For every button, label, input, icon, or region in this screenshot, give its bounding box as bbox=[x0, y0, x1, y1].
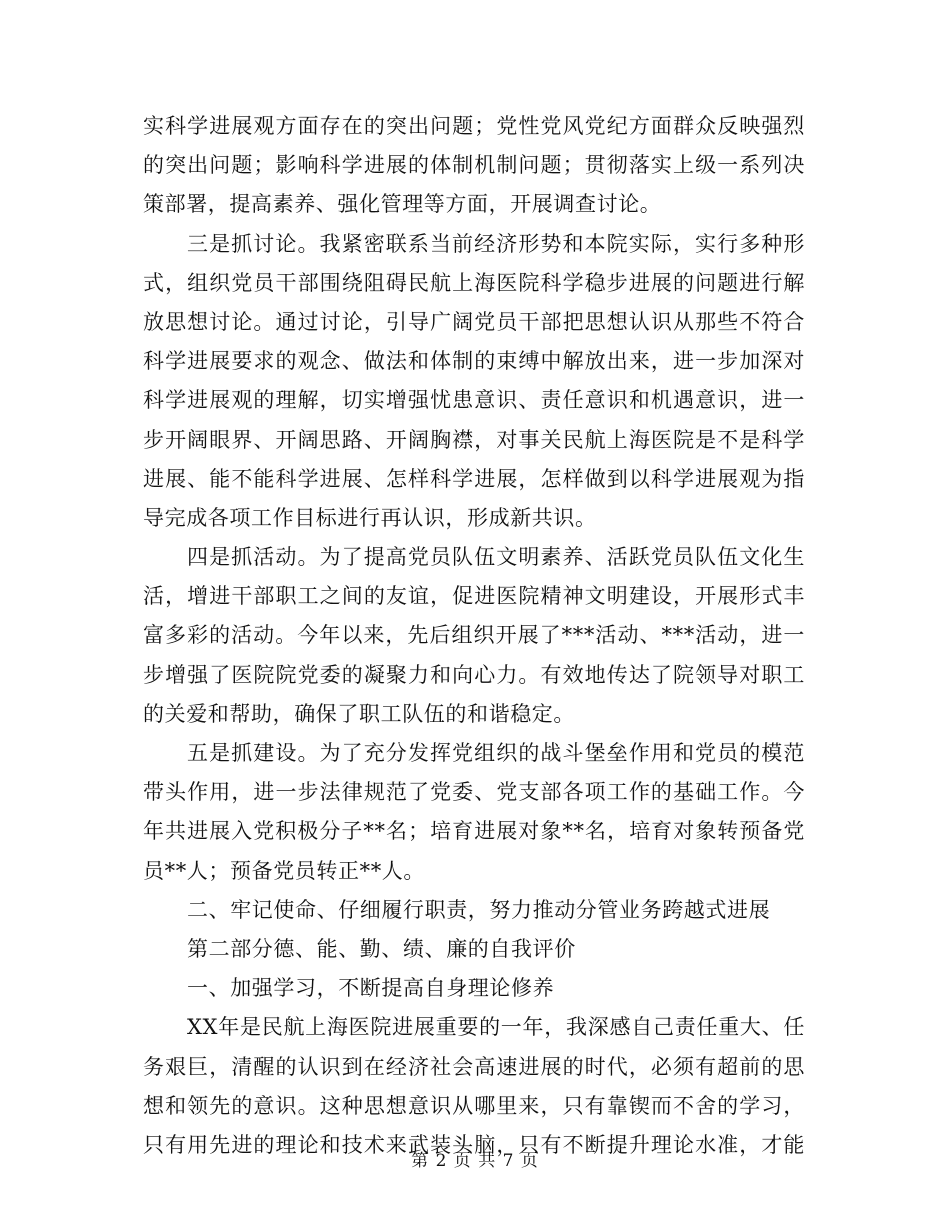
text-line: 步开阔眼界、开阔思路、开阔胸襟，对事关民航上海医院是不是科学 bbox=[143, 427, 805, 452]
text-line: 策部署，提高素养、强化管理等方面，开展调查讨论。 bbox=[143, 192, 662, 217]
text-line: 第二部分德、能、勤、绩、廉的自我评价 bbox=[187, 936, 576, 961]
text-line: 步增强了医院院党委的凝聚力和向心力。有效地传达了院领导对职工 bbox=[143, 662, 805, 687]
text-line: XX年是民航上海医院进展重要的一年，我深感自己责任重大、任 bbox=[187, 1015, 805, 1040]
text-line: 想和领先的意识。这种思想意识从哪里来，只有靠锲而不舍的学习， bbox=[143, 1093, 805, 1118]
text-line: 进展、能不能科学进展、怎样科学进展，怎样做到以科学进展观为指 bbox=[143, 466, 805, 491]
text-line: 活，增进干部职工之间的友谊，促进医院精神文明建设，开展形式丰 bbox=[143, 584, 805, 609]
text-line: 员**人；预备党员转正**人。 bbox=[143, 858, 425, 883]
text-line: 二、牢记使命、仔细履行职责，努力推动分管业务跨越式进展 bbox=[187, 897, 771, 922]
text-line: 年共进展入党积极分子**名；培育进展对象**名，培育对象转预备党 bbox=[143, 819, 805, 844]
text-line: 的突出问题；影响科学进展的体制机制问题；贯彻落实上级一系列决 bbox=[143, 153, 805, 178]
text-line: 带头作用，进一步法律规范了党委、党支部各项工作的基础工作。今 bbox=[143, 780, 805, 805]
text-line: 放思想讨论。通过讨论，引导广阔党员干部把思想认识从那些不符合 bbox=[143, 309, 805, 334]
text-line: 五是抓建设。为了充分发挥党组织的战斗堡垒作用和党员的模范 bbox=[187, 741, 805, 765]
text-line: 务艰巨，清醒的认识到在经济社会高速进展的时代，必须有超前的思 bbox=[143, 1054, 805, 1079]
text-line: 的关爱和帮助，确保了职工队伍的和谐稳定。 bbox=[143, 701, 575, 726]
page-footer: 第 2 页 共 7 页 bbox=[411, 1151, 539, 1171]
text-line: 实科学进展观方面存在的突出问题；党性党风党纪方面群众反映强烈 bbox=[143, 114, 805, 138]
text-line: 只有用先进的理论和技术来武装头脑，只有不断提升理论水准，才能 bbox=[143, 1132, 805, 1157]
text-line: 科学进展观的理解，切实增强忧患意识、责任意识和机遇意识，进一 bbox=[143, 388, 805, 413]
text-line: 富多彩的活动。今年以来，先后组织开展了***活动、***活动，进一 bbox=[143, 623, 805, 648]
text-line: 式，组织党员干部围绕阻碍民航上海医院科学稳步进展的问题进行解 bbox=[143, 270, 805, 295]
text-line: 导完成各项工作目标进行再认识，形成新共识。 bbox=[143, 505, 597, 530]
text-line: 四是抓活动。为了提高党员队伍文明素养、活跃党员队伍文化生 bbox=[187, 545, 805, 570]
body-text bbox=[143, 107, 805, 1165]
text-line: 三是抓讨论。我紧密联系当前经济形势和本院实际，实行多种形 bbox=[187, 231, 805, 256]
text-line: 科学进展要求的观念、做法和体制的束缚中解放出来，进一步加深对 bbox=[143, 349, 805, 374]
text-line: 一、加强学习，不断提高自身理论修养 bbox=[187, 976, 555, 1001]
